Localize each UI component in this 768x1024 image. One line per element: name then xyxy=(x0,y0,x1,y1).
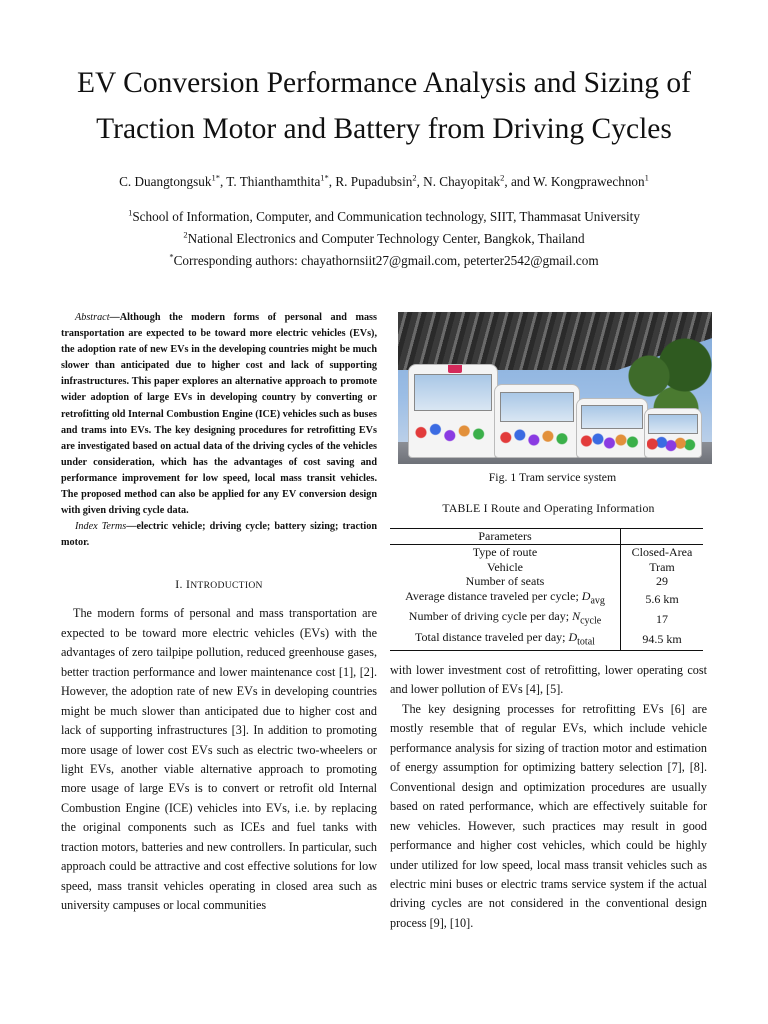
title-line-2: Traction Motor and Battery from Driving Cycles xyxy=(96,113,672,145)
parameter-symbol: N xyxy=(572,609,581,624)
abstract xyxy=(61,310,377,519)
value-cell: 5.6 km xyxy=(621,589,704,609)
section-title-initial: I xyxy=(185,577,191,592)
affiliation-line xyxy=(20,206,748,228)
parameter-cell xyxy=(390,574,621,589)
table-row xyxy=(390,544,703,559)
route-table xyxy=(390,528,703,651)
intro-paragraph-1: The modern forms of personal and mass transportation are expected to be toward more electric vehicles (EVs) with the advantages of zero tailpipe pollution, reduced greenhouse gases, better traction performance and lower maintenance cost [1], [2]. However, the adoption rate of new EVs in developing countries might be much slower than anticipated due to higher cost and lack of supporting infrastructures [3]. In addition to promoting more usage of lower cost EVs such as electric two-wheelers or light EVs, another viable alternative approach to promoting more usage of large EVs is to convert or retrofit old Internal Combustion Engine (ICE) vehicles into EVs, i.e. by replacing the original components such as ICEs and fuel tanks with traction motors, batteries and new controllers. In particular, such approach could be attractive and cost effective solutions for low speed, mass transit vehicles operating in closed area such as university campuses or local communities xyxy=(61,606,377,913)
author-name: W. Kongprawechnon xyxy=(533,174,645,189)
figure-1-image xyxy=(398,312,712,464)
parameter-name: Vehicle xyxy=(487,559,523,574)
author-name: C. Duangtongsuk xyxy=(119,174,212,189)
intro-paragraph-1-continued: with lower investment cost of retrofitting, lower operating cost and lower pollution of EVs [4], [5]. xyxy=(390,663,707,697)
table-1-caption xyxy=(390,501,707,516)
parameter-name: Total distance traveled per day; xyxy=(415,629,569,644)
header-parameters: Parameters xyxy=(478,529,532,543)
author-separator: , and xyxy=(504,174,534,189)
author-affiliation-marker: 2 xyxy=(412,172,417,183)
paper-title xyxy=(30,60,738,152)
parameter-symbol: D xyxy=(581,589,591,604)
tram-window xyxy=(648,414,697,434)
index-terms xyxy=(61,519,377,551)
parameter-cell xyxy=(390,560,621,575)
table-row xyxy=(390,560,703,575)
affiliation-marker: * xyxy=(169,251,174,262)
table-row xyxy=(390,609,703,629)
index-terms-label: Index Terms xyxy=(75,521,127,533)
author-affiliation-marker: 1* xyxy=(320,172,329,183)
parameter-symbol: D xyxy=(568,629,578,644)
value-cell: 17 xyxy=(621,609,704,629)
right-column xyxy=(390,312,707,651)
parameter-cell xyxy=(390,544,621,559)
abstract-text: —Although the modern forms of personal and mass transportation are expected to be toward more electric vehicles (EVs), the adoption rate of new EVs in the developing countries might be much slower than anticipated due to higher cost and lack of supporting infrastructures. This paper explores an alternative approach to promote wider adoption of large EVs in developing country by converting or retrofitting old Internal Combustion Engine (ICE) vehicles such as buses and trams into EVs. The key designing procedures for retrofitting EVs are investigated based on actual data of the driving cycles of the vehicles under consideration, which has the advantages of cost saving and performance improvement for low speed, local mass transit vehicles. The proposed method can also be applied for any EV conversion design with given driving cycle data. xyxy=(61,312,377,517)
affiliation-marker: 1 xyxy=(128,207,133,218)
tram-decoration xyxy=(580,431,644,451)
tram-decoration xyxy=(647,436,699,452)
parameter-name: Number of seats xyxy=(465,574,545,589)
tram-logo xyxy=(448,364,462,373)
author-name: T. Thianthamthita xyxy=(226,174,321,189)
table-row xyxy=(390,574,703,589)
title-line-1: EV Conversion Performance Analysis and Sizing of xyxy=(77,67,691,99)
tram-decoration xyxy=(413,417,494,448)
author-affiliation-marker: 2 xyxy=(500,172,505,183)
tram-car xyxy=(494,384,580,458)
parameter-symbol-subscript: total xyxy=(577,635,595,647)
abstract-label: Abstract xyxy=(75,312,110,323)
affiliation-line xyxy=(20,250,748,272)
left-column xyxy=(61,310,377,916)
tram-decoration xyxy=(498,425,575,449)
value-cell: 29 xyxy=(621,574,704,589)
author-separator: , xyxy=(328,174,336,189)
affiliation-text: Corresponding authors: chayathornsiit27@gmail.com, peterter2542@gmail.com xyxy=(173,253,599,268)
value-cell: Tram xyxy=(621,560,704,575)
affiliation-list xyxy=(20,206,748,272)
author-separator: , xyxy=(416,174,424,189)
parameter-name: Type of route xyxy=(472,544,538,559)
route-type-value: Closed-Area xyxy=(631,544,693,559)
author-separator: , xyxy=(219,174,227,189)
author-name: R. Pupadubsin xyxy=(335,174,413,189)
affiliation-line xyxy=(20,228,748,250)
tram-window xyxy=(414,374,491,411)
parameter-cell xyxy=(390,630,621,651)
index-terms-text: —electric vehicle; driving cycle; battery sizing; traction motor. xyxy=(61,521,377,549)
affiliation-text: School of Information, Computer, and Communication technology, SIIT, Thammasat University xyxy=(132,209,640,224)
parameter-symbol-subscript: cycle xyxy=(580,615,602,627)
affiliation-marker: 2 xyxy=(183,229,188,240)
author-affiliation-marker: 1* xyxy=(211,172,220,183)
author-list xyxy=(20,172,748,192)
parameter-cell xyxy=(390,609,621,629)
table-header-row xyxy=(390,529,703,545)
author-name: N. Chayopitak xyxy=(423,174,501,189)
table-1-label: TABLE I xyxy=(442,501,491,515)
section-number: I. xyxy=(175,577,186,592)
tram-car xyxy=(576,398,648,458)
tram-car xyxy=(408,364,498,458)
table-row xyxy=(390,630,703,651)
figure-1-caption: Fig. 1 Tram service system xyxy=(488,470,617,484)
tram-window xyxy=(500,392,574,421)
value-cell: 94.5 km xyxy=(621,630,704,651)
parameter-name: Number of driving cycle per day; xyxy=(408,609,573,624)
parameter-name: Average distance traveled per cycle; xyxy=(405,589,582,604)
affiliation-text: National Electronics and Computer Technology Center, Bangkok, Thailand xyxy=(187,231,585,246)
tram-window xyxy=(581,405,643,429)
right-column-text xyxy=(390,661,707,933)
tram-car xyxy=(644,408,702,458)
value-cell xyxy=(621,544,704,559)
section-title-rest: NTRODUCTION xyxy=(190,580,263,592)
header-empty xyxy=(621,529,704,545)
intro-paragraph-2: The key designing processes for retrofitting EVs [6] are mostly resemble that of regular EVs, which include vehicle performance analysis for sizing of traction motor and estimation of energy assumption for optimizing battery selection [7], [8]. Conventional design and optimization procedures are usually based on rated performance, which are effectively suitable for new vehicles. However, such practices may result in good performance and higher cost vehicles, which could be highly under utilized for low speed, local mass transit vehicles such as electric mini buses or electric trams service system if the actual driving cycles are not considered in the conventional design process [9], [10]. xyxy=(390,701,707,930)
parameter-cell xyxy=(390,589,621,609)
table-row xyxy=(390,589,703,609)
section-heading-introduction xyxy=(61,577,377,592)
parameter-symbol-subscript: avg xyxy=(590,595,605,607)
author-affiliation-marker: 1 xyxy=(644,172,649,183)
table-1-title: Route and Operating Information xyxy=(490,501,655,515)
